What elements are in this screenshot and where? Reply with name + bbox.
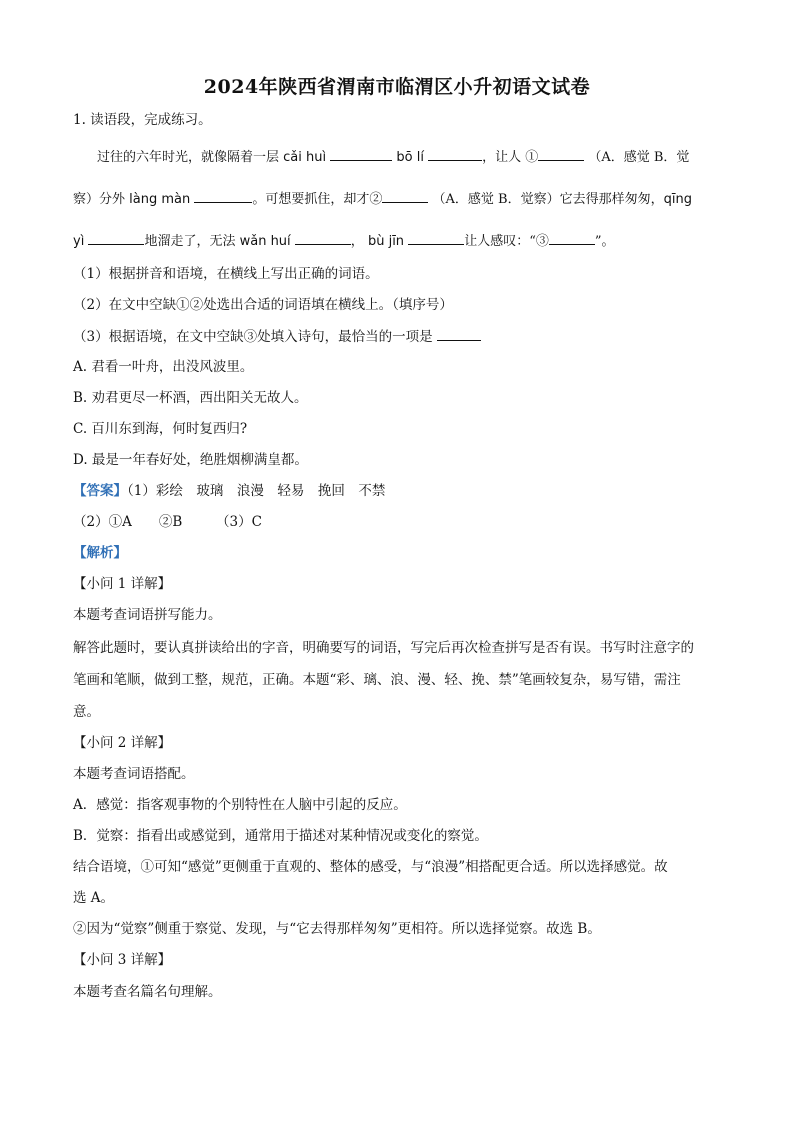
pinyin-bujin: bù jīn [367,234,405,249]
question-1-heading: 1. 读语段，完成练习。 [73,112,212,128]
option-c: C. 百川东到海，何时复西归? [73,421,248,437]
blank-bujin[interactable] [408,230,464,245]
subquestion-3-heading: 【小问 3 详解】 [73,952,172,968]
page-title: 2024年陕西省渭南市临渭区小升初语文试卷 [203,76,591,98]
sq1-paragraph-2-line-1: 解答此题时，要认真拼读给出的字音，明确要写的词语，写完后再次检查拼写是否有误。书写时注意字的 [73,640,694,656]
analysis-tag: 【解析】 [73,545,127,561]
option-b: B. 劝君更尽一杯酒，西出阳关无故人。 [73,390,308,406]
sub-question-3: （3）根据语境，在文中空缺③处填入诗句，最恰当的一项是 [73,326,728,347]
sq2-conclusion-2: ②因为“觉察”侧重于察觉、发现，与“它去得那样匆匆”更相符。所以选择觉察。故选 B。 [73,921,601,937]
answer-tag: 【答案】 [73,483,127,499]
sq2-definition-a: A．感觉：指客观事物的个别特性在人脑中引起的反应。 [73,797,407,813]
blank-sub3[interactable] [437,326,481,341]
sq2-paragraph-1: 本题考查词语搭配。 [73,766,195,782]
pinyin-caihui: cǎi huì [283,150,327,165]
sq2-conclusion-line-2: 选 A。 [73,890,115,906]
blank-3[interactable] [549,230,595,245]
sq1-paragraph-1: 本题考查词语拼写能力。 [73,607,222,623]
blank-qingyi[interactable] [88,230,144,245]
passage-line-3: yì 地溜走了，无法 wǎn huí ， bù jīn 让人感叹：“③ ”。 [73,230,728,252]
pinyin-qingyi-1: qīng [663,192,692,207]
blank-2[interactable] [382,188,428,203]
sub-question-2: （2）在文中空缺①②处选出合适的词语填在横线上。（填序号） [73,297,453,313]
subquestion-1-heading: 【小问 1 详解】 [73,576,172,592]
sq1-paragraph-2-line-3: 意。 [73,704,100,720]
option-a: A. 君看一叶舟，出没风波里。 [73,359,254,375]
option-d: D. 最是一年春好处，绝胜烟柳满皇都。 [73,452,308,468]
sq2-definition-b: B．觉察：指看出或感觉到，通常用于描述对某种情况或变化的察觉。 [73,828,488,844]
passage-line-2: 察）分外 làng màn 。可想要抓住，却才② （A．感觉 B．觉察）它去得那样匆匆，qīng [73,188,728,210]
blank-wanhui[interactable] [295,230,351,245]
pinyin-boli: bō lí [396,150,424,165]
sub-question-1: （1）根据拼音和语境，在横线上写出正确的词语。 [73,266,379,282]
pinyin-qingyi-2: yì [73,234,85,249]
blank-1[interactable] [538,146,584,161]
blank-boli[interactable] [428,146,482,161]
pinyin-langman: làng màn [129,192,191,207]
answer-line-2: （2）①A ②B （3）C [73,514,262,530]
blank-caihui[interactable] [330,146,392,161]
pinyin-wanhui: wǎn huí [239,234,291,249]
sq3-paragraph-1: 本题考查名篇名句理解。 [73,984,222,1000]
answer-line-1: 【答案】（1）彩绘 玻璃 浪漫 轻易 挽回 不禁 [73,483,386,499]
sq1-paragraph-2-line-2: 笔画和笔顺，做到工整，规范，正确。本题“彩、璃、浪、漫、轻、挽、禁”笔画较复杂，易写错，需注 [73,672,681,688]
subquestion-2-heading: 【小问 2 详解】 [73,735,172,751]
passage-line-1: 过往的六年时光，就像隔着一层 cǎi huì bō lí ，让人 ① （A．感觉 B．觉 [97,146,752,168]
sq2-conclusion-line-1: 结合语境，①可知“感觉”更侧重于直观的、整体的感受，与“浪漫”相搭配更合适。所以选择感觉。故 [73,859,668,875]
blank-langman[interactable] [194,188,252,203]
